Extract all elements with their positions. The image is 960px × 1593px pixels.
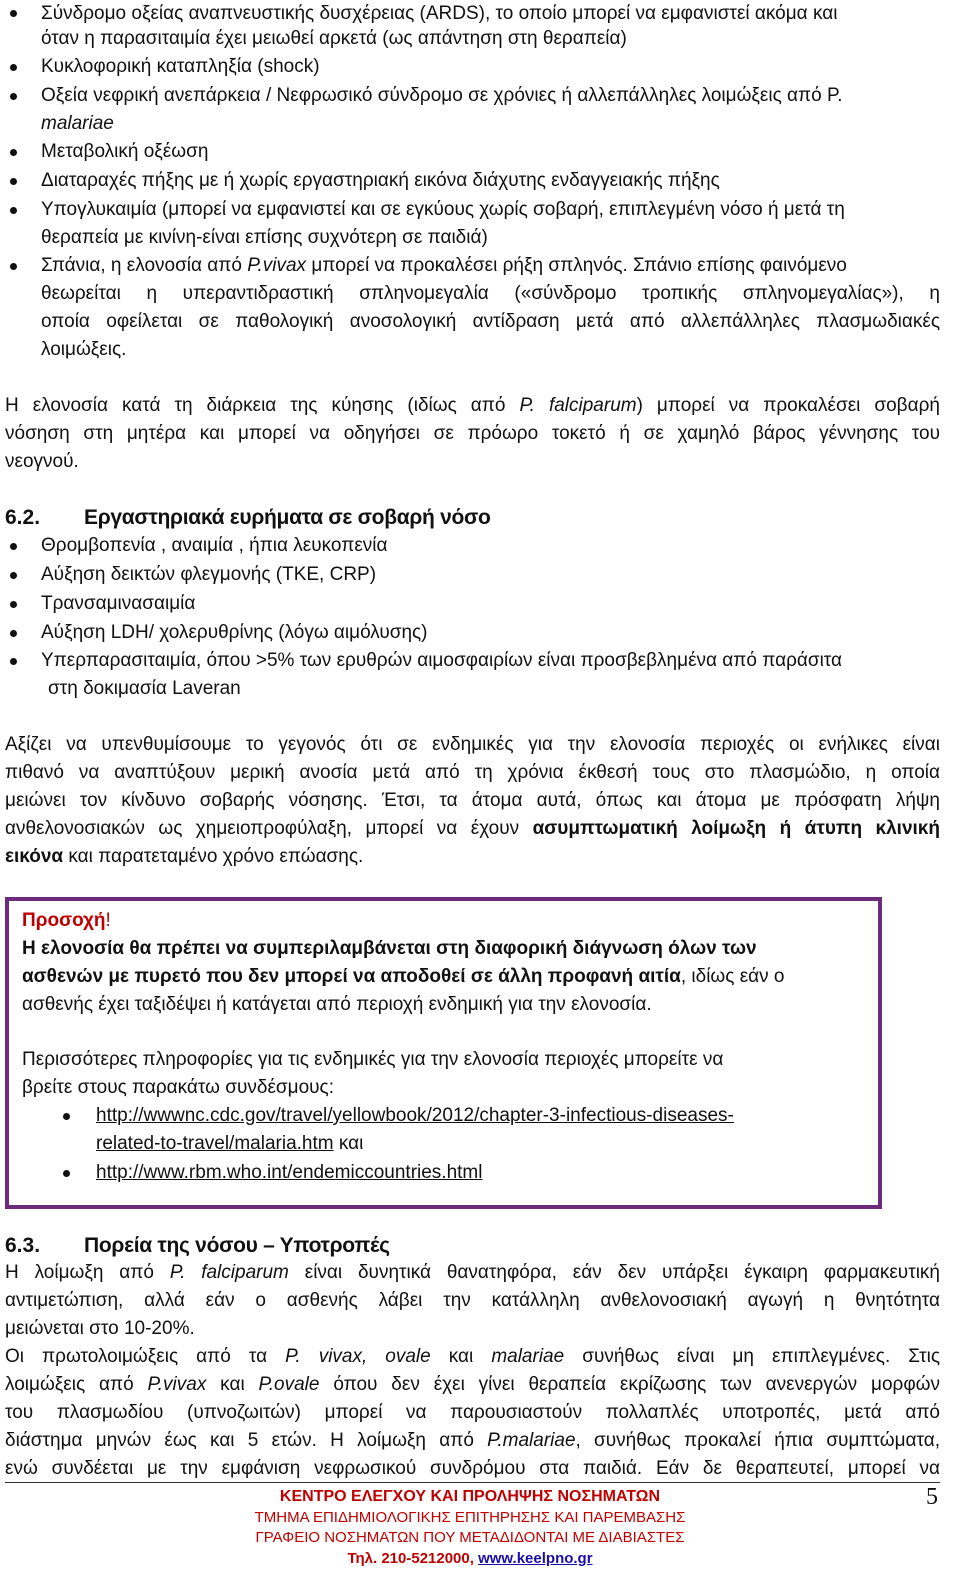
list-item: Σύνδρομο οξείας αναπνευστικής δυσχέρειας (ARDS), το οποίο μπορεί να εμφανιστεί ακόμα και bbox=[41, 3, 838, 24]
paragraph-pregnancy-cont: νόσηση στη μητέρα και μπορεί να οδηγήσει σε πρόωρο τοκετό ή σε χαμηλό βάρος γέννησης του bbox=[5, 423, 940, 444]
paragraph-course: λοιμώξεις από P.vivax και P.ovale όπου δεν έχει γίνει θεραπεία εκρίζωσης των ανενεργών μορφών bbox=[5, 1374, 941, 1395]
list-item: Υπερπαρασιταιμία, όπου >5% των ερυθρών αιμοσφαιρίων είναι προσβεβλημένα από παράσιτα bbox=[41, 650, 843, 671]
warning-text: ασθενής έχει ταξιδέψει ή κατάγεται από περιοχή ενδημική για την ελονοσία. bbox=[22, 994, 652, 1015]
list-item: Αύξηση LDH/ χολερυθρίνης (λόγω αιμόλυσης) bbox=[41, 622, 428, 643]
warning-text: Η ελονοσία θα πρέπει να συμπεριλαμβάνεται στη διαφορική διάγνωση όλων των bbox=[22, 938, 757, 959]
footer-contact: Τηλ. 210-5212000, www.keelpno.gr bbox=[347, 1550, 593, 1567]
list-item: Μεταβολική οξέωση bbox=[41, 141, 209, 162]
warning-title: Προσοχή! bbox=[22, 910, 111, 931]
section-number: 6.2. bbox=[5, 506, 41, 529]
paragraph-endemic: ανθελονοσιακών ως χημειοπροφύλαξη, μπορεί να έχουν ασυμπτωματική λοίμωξη ή άτυπη κλινική bbox=[5, 818, 940, 839]
list-item: Θρομβοπενία , αναιμία , ήπια λευκοπενία bbox=[41, 535, 388, 556]
paragraph-pregnancy: Η ελονοσία κατά τη διάρκεια της κύησης (ιδίως από P. falciparum) μπορεί να προκαλέσει σοβαρή bbox=[5, 395, 940, 416]
bullet bbox=[10, 658, 17, 665]
rbm-link[interactable]: http://www.rbm.who.int/endemiccountries.html bbox=[96, 1162, 483, 1183]
paragraph-course: Οι πρωτολοιμώξεις από τα P. vivax, ovale και malariae συνήθως είναι μη επιπλεγμένες. Στις bbox=[5, 1346, 940, 1367]
section-number: 6.3. bbox=[5, 1234, 41, 1257]
bullet bbox=[10, 630, 17, 637]
paragraph-pregnancy-cont: νεογνού. bbox=[5, 451, 79, 472]
bullet bbox=[10, 207, 17, 214]
list-item-cont: όταν η παρασιταιμία έχει μειωθεί αρκετά (ως απάντηση στη θεραπεία) bbox=[41, 28, 627, 49]
footer-office: ΓΡΑΦΕΙΟ ΝΟΣΗΜΑΤΩΝ ΠΟΥ ΜΕΤΑΔΙΔΟΝΤΑΙ ΜΕ ΔΙΑΒΙΑΣΤΕΣ bbox=[255, 1529, 685, 1546]
footer-org: ΚΕΝΤΡΟ ΕΛΕΓΧΟΥ ΚΑΙ ΠΡΟΛΗΨΗΣ ΝΟΣΗΜΑΤΩΝ bbox=[279, 1488, 661, 1505]
paragraph-course: Η λοίμωξη από P. falciparum είναι δυνητικά θανατηφόρα, εάν δεν υπάρξει έγκαιρη φαρμακευτική bbox=[5, 1262, 940, 1283]
bullet bbox=[63, 1170, 70, 1177]
list-item: Οξεία νεφρική ανεπάρκεια / Νεφρωσικό σύνδρομο σε χρόνιες ή αλλεπάλληλες λοιμώξεις από P. bbox=[41, 85, 843, 106]
paragraph-course: αντιμετώπιση, αλλά εάν ο ασθενής λάβει την κατάλληλη ανθελονοσιακή αγωγή η θνητότητα bbox=[5, 1290, 940, 1311]
list-item-cont: θεραπεία με κινίνη-είναι επίσης συχνότερη σε παιδιά) bbox=[41, 227, 488, 248]
bullet bbox=[63, 1113, 70, 1120]
bullet bbox=[10, 572, 17, 579]
bullet bbox=[10, 149, 17, 156]
bullet bbox=[10, 93, 17, 100]
list-item: Διαταραχές πήξης με ή χωρίς εργαστηριακή εικόνα διάχυτης ενδαγγειακής πήξης bbox=[41, 170, 720, 191]
page-number: 5 bbox=[926, 1484, 938, 1510]
bullet bbox=[10, 178, 17, 185]
list-item-cont: θεωρείται η υπεραντιδραστική σπληνομεγαλία («σύνδρομο τροπικής σπληνομεγαλίας»), η bbox=[41, 283, 940, 304]
cdc-link[interactable]: http://wwwnc.cdc.gov/travel/yellowbook/2012/chapter-3-infectious-diseases- bbox=[96, 1105, 734, 1126]
paragraph-course: διάστημα μηνών έως και 5 ετών. Η λοίμωξη από P.malariae, συνήθως προκαλεί ήπια συμπτώματα, bbox=[5, 1430, 941, 1451]
paragraph-endemic: εικόνα και παρατεταμένο χρόνο επώασης. bbox=[5, 846, 364, 867]
list-item: Σπάνια, η ελονοσία από P.vivax μπορεί να προκαλέσει ρήξη σπληνός. Σπάνιο επίσης φαινόμενο bbox=[41, 255, 847, 276]
paragraph-endemic: μειώνει τον κίνδυνο σοβαρής νόσησης. Έτσι, τα άτομα αυτά, όπως και άτομα με πρόσφατη λήψη bbox=[5, 790, 940, 811]
website-link[interactable]: www.keelpno.gr bbox=[478, 1550, 593, 1567]
section-heading: Πορεία της νόσου – Υποτροπές bbox=[84, 1234, 390, 1257]
list-item: Κυκλοφορική καταπληξία (shock) bbox=[41, 56, 320, 77]
bullet bbox=[10, 10, 17, 17]
list-item: Υπογλυκαιμία (μπορεί να εμφανιστεί και σε εγκύους χωρίς σοβαρή, επιπλεγμένη νόσο ή μετά τη bbox=[41, 199, 845, 220]
list-item-cont: λοιμώξεις. bbox=[41, 339, 127, 360]
paragraph-course: ενώ συνδέεται με την εμφάνιση νεφρωσικού συνδρόμου στα παιδιά. Εάν δε θεραπευτεί, μπορεί να bbox=[5, 1458, 940, 1479]
warning-more-info: Περισσότερες πληροφορίες για τις ενδημικές για την ελονοσία περιοχές μπορείτε να bbox=[22, 1049, 724, 1070]
cdc-link-cont[interactable]: related-to-travel/malaria.htm και bbox=[96, 1133, 364, 1154]
paragraph-endemic: πιθανό να αναπτύξουν μερική ανοσία μετά από τη χρόνια έκθεσή τους στο πλασμώδιο, η οποία bbox=[5, 762, 940, 783]
section-heading: Εργαστηριακά ευρήματα σε σοβαρή νόσο bbox=[84, 506, 491, 529]
list-item: Αύξηση δεικτών φλεγμονής (ΤΚΕ, CRP) bbox=[41, 564, 377, 585]
bullet bbox=[10, 263, 17, 270]
bullet bbox=[10, 543, 17, 550]
footer-dept: ΤΜΗΜΑ ΕΠΙΔΗΜΙΟΛΟΓΙΚΗΣ ΕΠΙΤΗΡΗΣΗΣ ΚΑΙ ΠΑΡΕΜΒΑΣΗΣ bbox=[254, 1509, 686, 1526]
footer-divider bbox=[5, 1482, 940, 1483]
list-item-cont: οποία οφείλεται σε παθολογική ανοσολογική αντίδραση μετά από αλλεπάλληλες πλασμωδιακές bbox=[41, 311, 940, 332]
warning-text: ασθενών με πυρετό που δεν μπορεί να αποδοθεί σε άλλη προφανή αιτία, ιδίως εάν ο bbox=[22, 966, 785, 987]
paragraph-course: του πλασμωδίου (υπνοζωιτών) μπορεί να παρουσιαστούν πολλαπλές υποτροπές, μετά από bbox=[5, 1402, 940, 1423]
bullet bbox=[10, 64, 17, 71]
bullet bbox=[10, 601, 17, 608]
paragraph-course: μειώνεται στο 10-20%. bbox=[5, 1318, 195, 1339]
paragraph-endemic: Αξίζει να υπενθυμίσουμε το γεγονός ότι σε ενδημικές για την ελονοσία περιοχές οι ενήλικες είναι bbox=[5, 734, 940, 755]
list-item: Τρανσαμινασαιμία bbox=[41, 593, 196, 614]
list-item-cont: στη δοκιμασία Laveran bbox=[48, 678, 241, 699]
list-item-cont: malariae bbox=[41, 113, 114, 134]
warning-more-info: βρείτε στους παρακάτω συνδέσμους: bbox=[22, 1077, 334, 1098]
